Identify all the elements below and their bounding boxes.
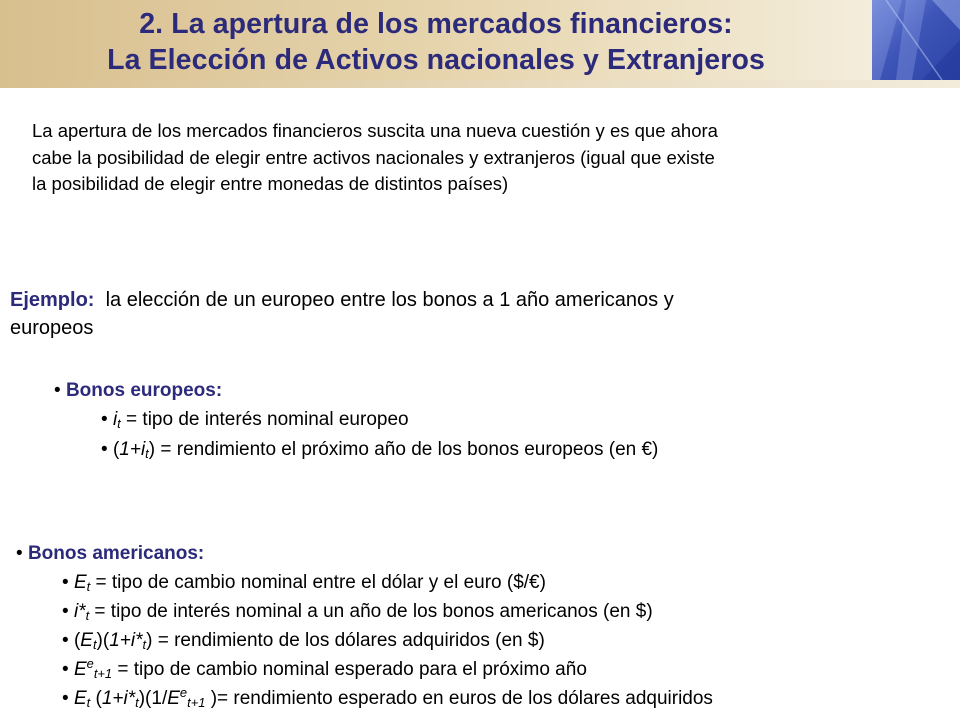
sup-e: e <box>86 655 94 671</box>
lparen: ( <box>102 630 110 651</box>
title-bar <box>0 0 872 86</box>
rparen: ) <box>96 630 103 651</box>
lparen: ( <box>145 688 152 709</box>
example-text-line-2: europeos <box>10 317 94 339</box>
bullet-icon: • <box>16 543 23 564</box>
example-gap <box>94 289 105 311</box>
intro-line: la posibilidad de elegir entre monedas de distintos países) <box>32 173 509 194</box>
european-interest-item <box>101 406 409 435</box>
sub-t: t <box>117 416 121 432</box>
one-plus: 1+ <box>109 630 131 651</box>
one-plus: 1+ <box>101 688 124 709</box>
symbol-E: E <box>73 688 87 709</box>
bullet-icon: • <box>62 572 69 593</box>
example-text-line-1: la elección de un europeo entre los bonos a 1 año americanos y <box>105 289 674 311</box>
sub-t1: t+1 <box>93 666 113 682</box>
sub-t: t <box>85 608 90 624</box>
european-return-item <box>101 436 658 465</box>
american-interest-def: = tipo de interés nominal a un año de los bonos americanos (en $) <box>89 601 653 622</box>
sub-t: t <box>145 446 149 462</box>
european-interest-def: = tipo de interés nominal europeo <box>120 409 409 430</box>
dollar-return-item <box>62 627 545 656</box>
slide-title-line-1: 2. La apertura de los mercados financieros: <box>139 8 733 40</box>
exchange-rate-def: = tipo de cambio nominal entre el dólar y el euro ($/€) <box>90 572 546 593</box>
symbol-E: E <box>73 659 87 680</box>
bullet-icon: • <box>101 409 108 430</box>
american-bonds-heading <box>16 540 204 569</box>
lparen: ( <box>73 630 81 651</box>
exchange-rate-item <box>62 569 546 598</box>
bullet-icon: • <box>62 659 69 680</box>
one-over: 1/ <box>151 688 168 709</box>
one-plus: 1+ <box>119 439 141 460</box>
rparen: ) <box>148 439 156 460</box>
american-heading-label: Bonos americanos: <box>27 543 205 564</box>
intro-line: cabe la posibilidad de elegir entre activos nacionales y extranjeros (igual que existe <box>32 146 715 168</box>
corner-logo-icon <box>872 0 960 80</box>
expected-rate-item <box>62 656 587 685</box>
intro-paragraph <box>32 118 718 198</box>
rparen: ) <box>138 688 146 709</box>
slide-title-line-2: La Elección de Activos nacionales y Extranjeros <box>107 44 765 76</box>
symbol-i: i <box>112 409 118 430</box>
symbol-istar: i* <box>123 688 136 709</box>
bullet-icon: • <box>62 601 69 622</box>
bullet-icon: • <box>101 439 108 460</box>
symbol-E: E <box>73 572 87 593</box>
expected-return-def: = rendimiento esperado en euros de los dólares adquiridos <box>217 688 713 709</box>
bullet-icon: • <box>62 630 69 651</box>
example-paragraph <box>10 286 674 342</box>
sub-t: t <box>135 695 139 711</box>
sub-t: t <box>142 637 147 653</box>
sub-t: t <box>86 579 91 595</box>
american-interest-item <box>62 598 653 627</box>
sub-t: t <box>92 637 97 653</box>
symbol-E: E <box>80 630 93 651</box>
symbol-E: E <box>167 688 180 709</box>
title-shadow-strip <box>0 80 960 88</box>
rparen: ) <box>146 630 153 651</box>
expected-return-item <box>62 685 713 714</box>
rparen: ) <box>210 688 218 709</box>
symbol-i: i <box>140 439 146 460</box>
bullet-icon: • <box>62 688 69 709</box>
bullet-icon: • <box>54 380 61 401</box>
lparen: ( <box>112 439 120 460</box>
european-bonds-heading <box>54 377 222 406</box>
symbol-istar: i* <box>73 601 86 622</box>
sub-t: t <box>86 695 91 711</box>
expected-rate-def: = tipo de cambio nominal esperado para el próximo año <box>112 659 587 680</box>
sup-e: e <box>179 684 188 700</box>
symbol-istar: i* <box>130 630 143 651</box>
dollar-return-def: = rendimiento de los dólares adquiridos (en $) <box>152 630 545 651</box>
european-heading-label: Bonos europeos: <box>65 380 223 401</box>
intro-line: La apertura de los mercados financieros suscita una nueva cuestión y es que ahora <box>32 120 718 141</box>
sub-t1: t+1 <box>187 695 206 711</box>
european-return-def: = rendimiento el próximo año de los bonos europeos (en €) <box>155 439 659 460</box>
example-label: Ejemplo: <box>10 289 95 311</box>
lparen: ( <box>95 688 102 709</box>
